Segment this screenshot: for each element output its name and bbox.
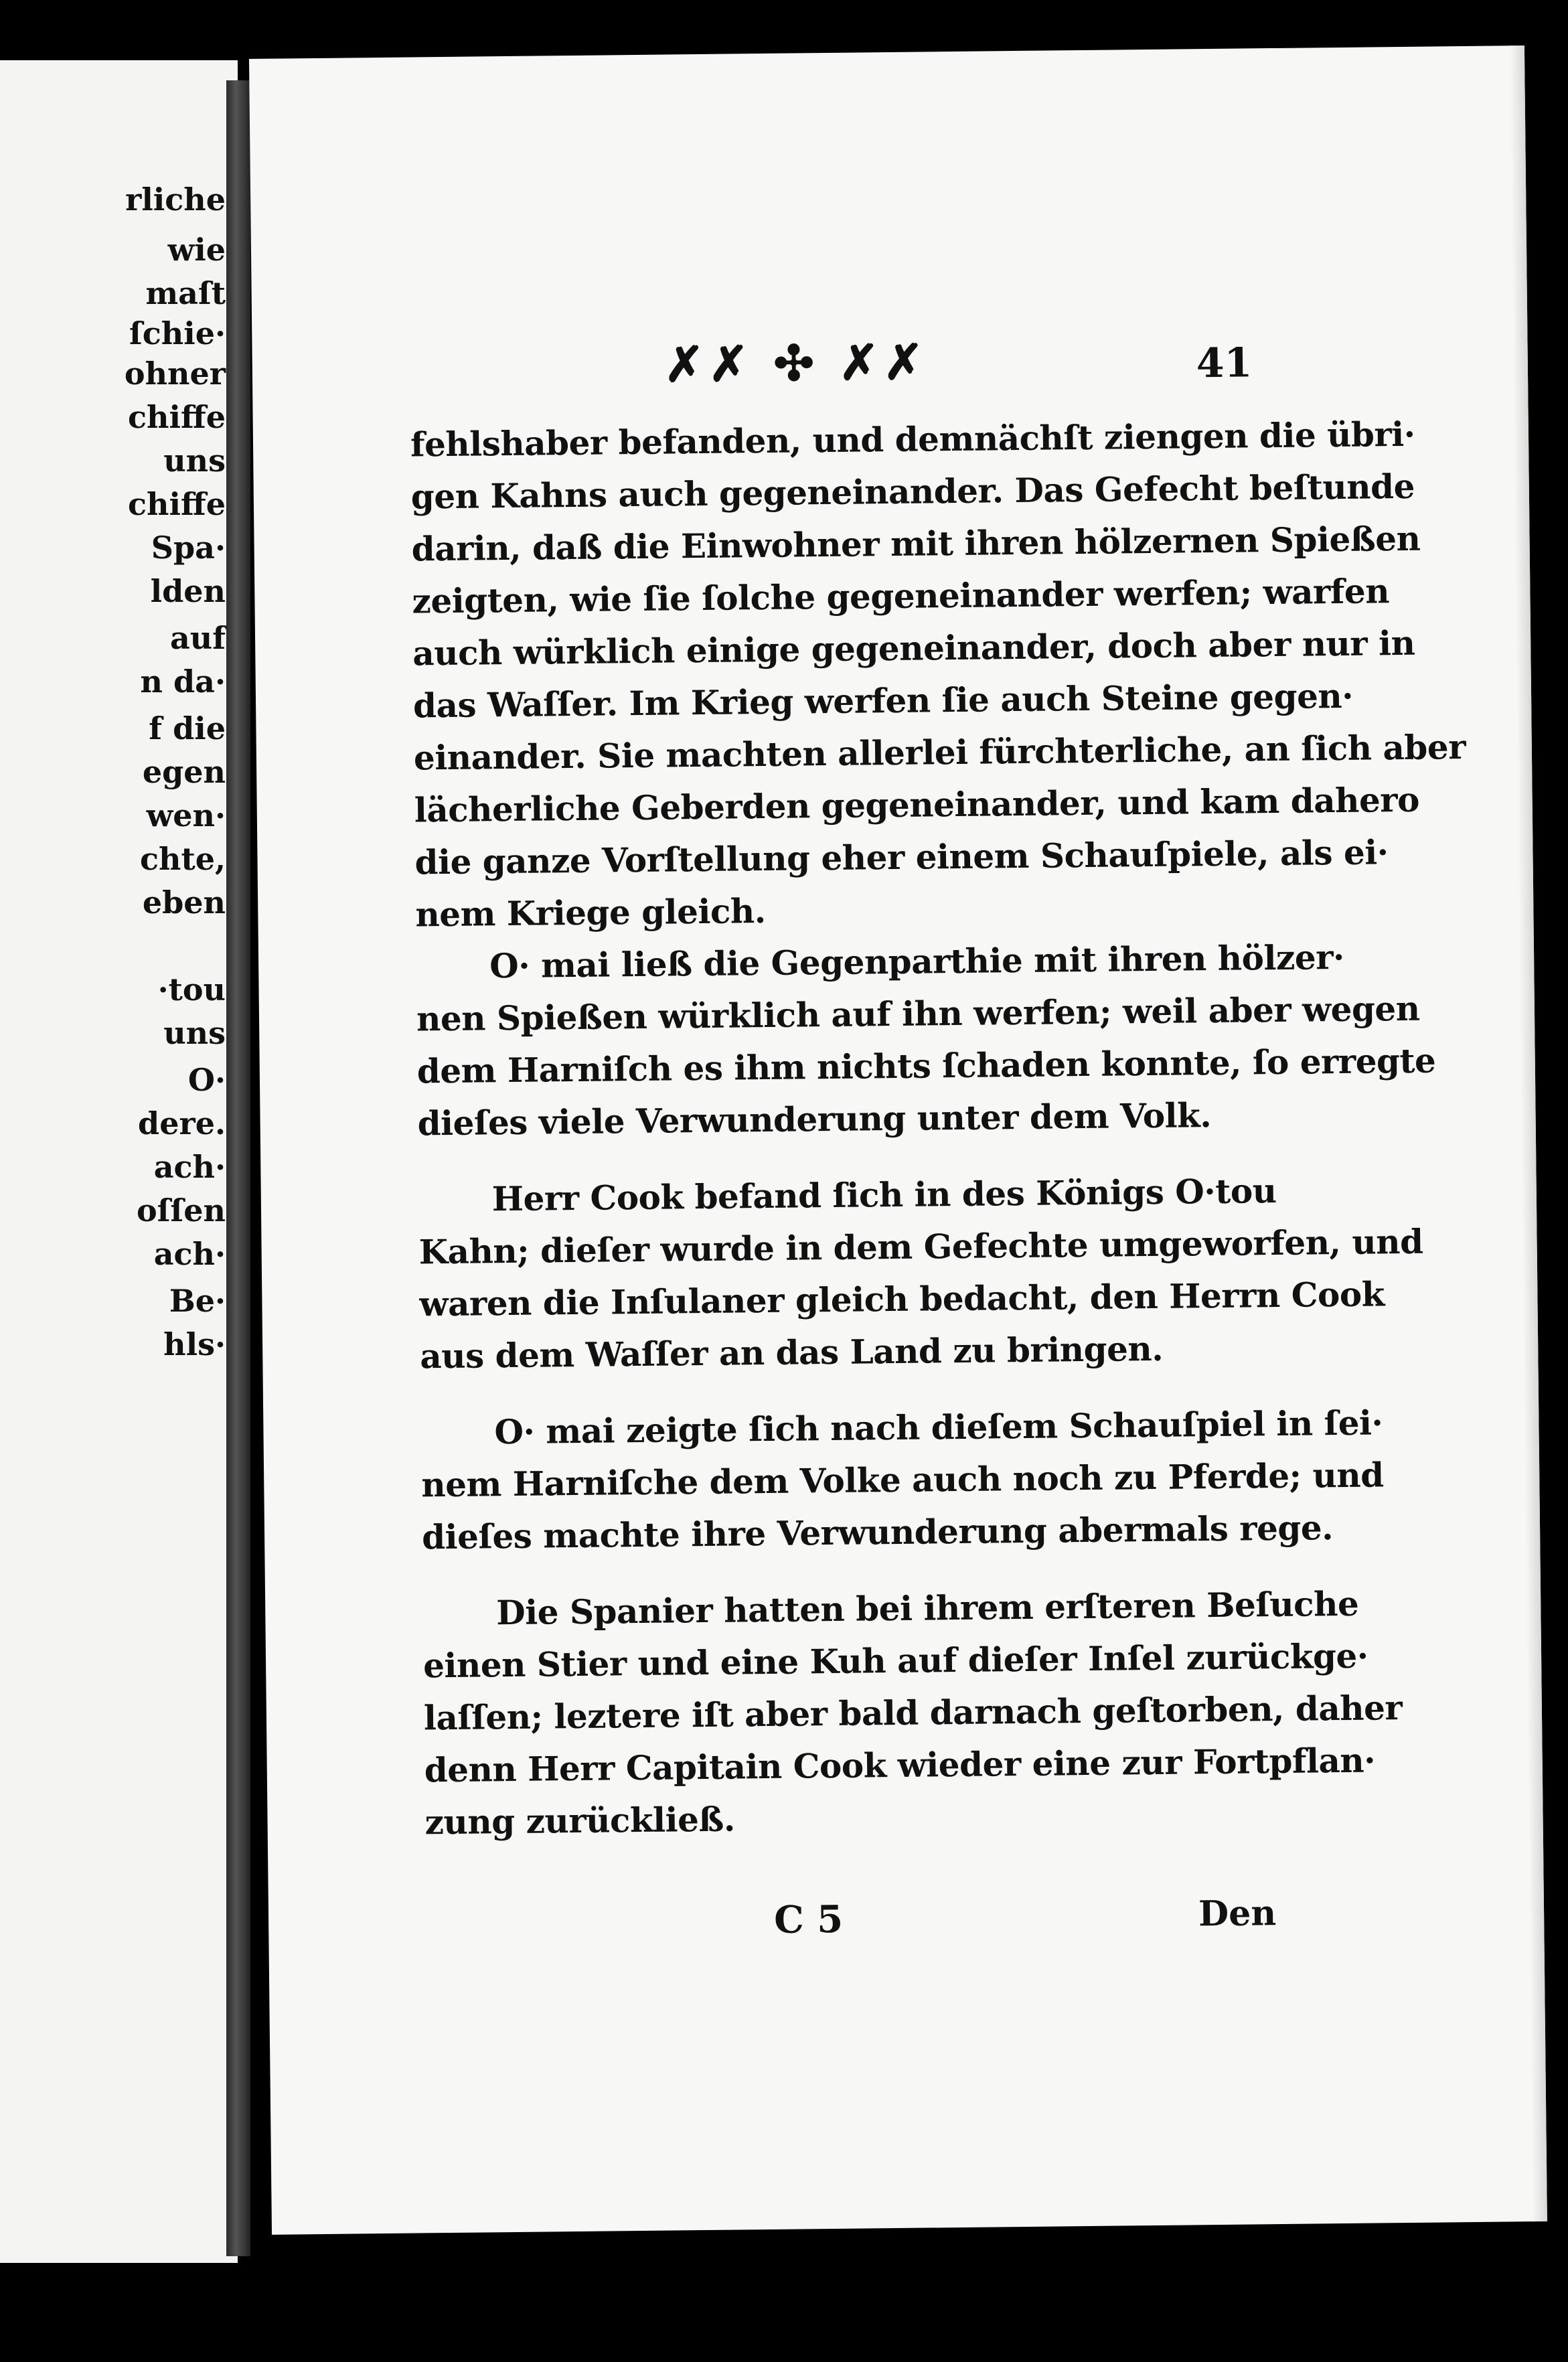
left-page-fragment: rliche <box>125 181 226 218</box>
left-page-fragment: chiffe <box>128 486 226 522</box>
text-line: nem Kriege gleich. <box>415 890 766 935</box>
left-page-fragment: ſchie· <box>129 315 226 351</box>
left-page-fragment: eben <box>142 884 226 921</box>
left-page-fragment: ach· <box>153 1236 226 1272</box>
left-page-fragment: chiffe <box>128 399 226 435</box>
text-line: lächerliche Geberden gegeneinander, und kam dahero <box>414 779 1420 830</box>
catchword: Den <box>1198 1893 1277 1935</box>
left-page-fragment: maſt <box>145 275 226 311</box>
page-footer <box>426 1893 1277 1955</box>
left-page-fragment: f die <box>149 710 226 746</box>
text-line: dem Harniſch es ihm nichts ſchaden konnte, ſo erregte <box>416 1040 1436 1091</box>
text-line: dieſes machte ihre Verwunderung abermals rege. <box>421 1508 1334 1557</box>
book-page <box>249 46 1547 2235</box>
page-text <box>410 410 1466 1848</box>
text-line: laſſen; leztere iſt aber bald darnach geſtorben, daher <box>423 1688 1403 1738</box>
text-line: nem Harniſche dem Volke auch noch zu Pferde; und <box>421 1455 1384 1505</box>
signature-mark: C 5 <box>773 1897 844 1942</box>
text-line: das Waſſer. Im Krieg werfen ſie auch Steine gegen· <box>412 676 1354 726</box>
left-page-fragment: n da· <box>140 663 226 700</box>
left-page-fragment: egen <box>142 754 226 790</box>
left-page-fragment: ach· <box>153 1149 226 1185</box>
text-line: einen Stier und eine Kuh auf dieſer Inſel zurückge· <box>422 1636 1368 1686</box>
page-edge-shadow <box>1510 46 1547 2221</box>
text-line: fehlshaber befanden, und demnächſt ziengen die übri· <box>410 414 1415 465</box>
left-page-fragment: uns <box>163 443 226 479</box>
left-page-fragment: chte, <box>140 841 226 877</box>
text-line: O· mai zeigte ſich nach dieſem Schauſpiel in ſei· <box>494 1403 1383 1452</box>
text-line: die ganze Vorſtellung eher einem Schauſpiele, als ei· <box>414 832 1389 882</box>
left-page-fragment: wen· <box>146 797 226 834</box>
left-page-fragment: hls· <box>163 1326 226 1362</box>
text-line: denn Herr Capitain Cook wieder eine zur Fortpflan· <box>424 1740 1376 1790</box>
text-line: Kahn; dieſer wurde in dem Gefechte umgeworfen, und <box>418 1221 1423 1272</box>
left-page-fragment: ohner <box>124 356 226 392</box>
text-line: Die Spanier hatten bei ihrem erſteren Beſuche <box>496 1583 1359 1633</box>
header-ornament: ✗✗ ✣ ✗✗ <box>663 333 929 393</box>
text-line: zung zurückließ. <box>424 1799 736 1842</box>
text-line: auch würklich einige gegeneinander, doch aber nur in <box>412 623 1415 674</box>
text-line: nen Spießen würklich auf ihn werfen; weil aber wegen <box>416 988 1420 1039</box>
left-page-fragment: lden <box>150 573 226 609</box>
left-page-fragment: auf <box>169 620 226 656</box>
text-line: waren die Inſulaner gleich bedacht, den Herrn Cook <box>419 1274 1385 1324</box>
page-number: 41 <box>1196 339 1253 388</box>
left-page-fragment: O· <box>187 1062 226 1098</box>
left-page-fragment: Be· <box>169 1283 226 1319</box>
text-line: gen Kahns auch gegeneinander. Das Gefecht beſtunde <box>410 466 1415 517</box>
text-line: darin, daß die Einwohner mit ihren hölzernen Spießen <box>411 518 1421 569</box>
text-line: aus dem Waſſer an das Land zu bringen. <box>419 1328 1164 1376</box>
text-line: zeigten, wie ſie ſolche gegeneinander werfen; warfen <box>412 571 1390 621</box>
left-page-fragment: wie <box>167 232 226 268</box>
previous-page-strip <box>0 60 238 2263</box>
text-line: O· mai ließ die Gegenparthie mit ihren hölzer· <box>489 937 1345 986</box>
text-line: einander. Sie machten allerlei fürchterliche, an ſich aber <box>413 727 1466 778</box>
left-page-fragment: ·tou <box>157 971 226 1008</box>
left-page-fragment: uns <box>163 1015 226 1051</box>
left-page-fragment: oſſen <box>137 1192 226 1229</box>
book-gutter <box>226 80 250 2256</box>
text-line: Herr Cook befand ſich in des Königs O·tou <box>491 1171 1277 1219</box>
left-page-fragment: Spa· <box>151 530 226 566</box>
text-line: dieſes viele Verwunderung unter dem Volk. <box>417 1095 1212 1144</box>
left-page-fragment: dere. <box>138 1105 226 1141</box>
